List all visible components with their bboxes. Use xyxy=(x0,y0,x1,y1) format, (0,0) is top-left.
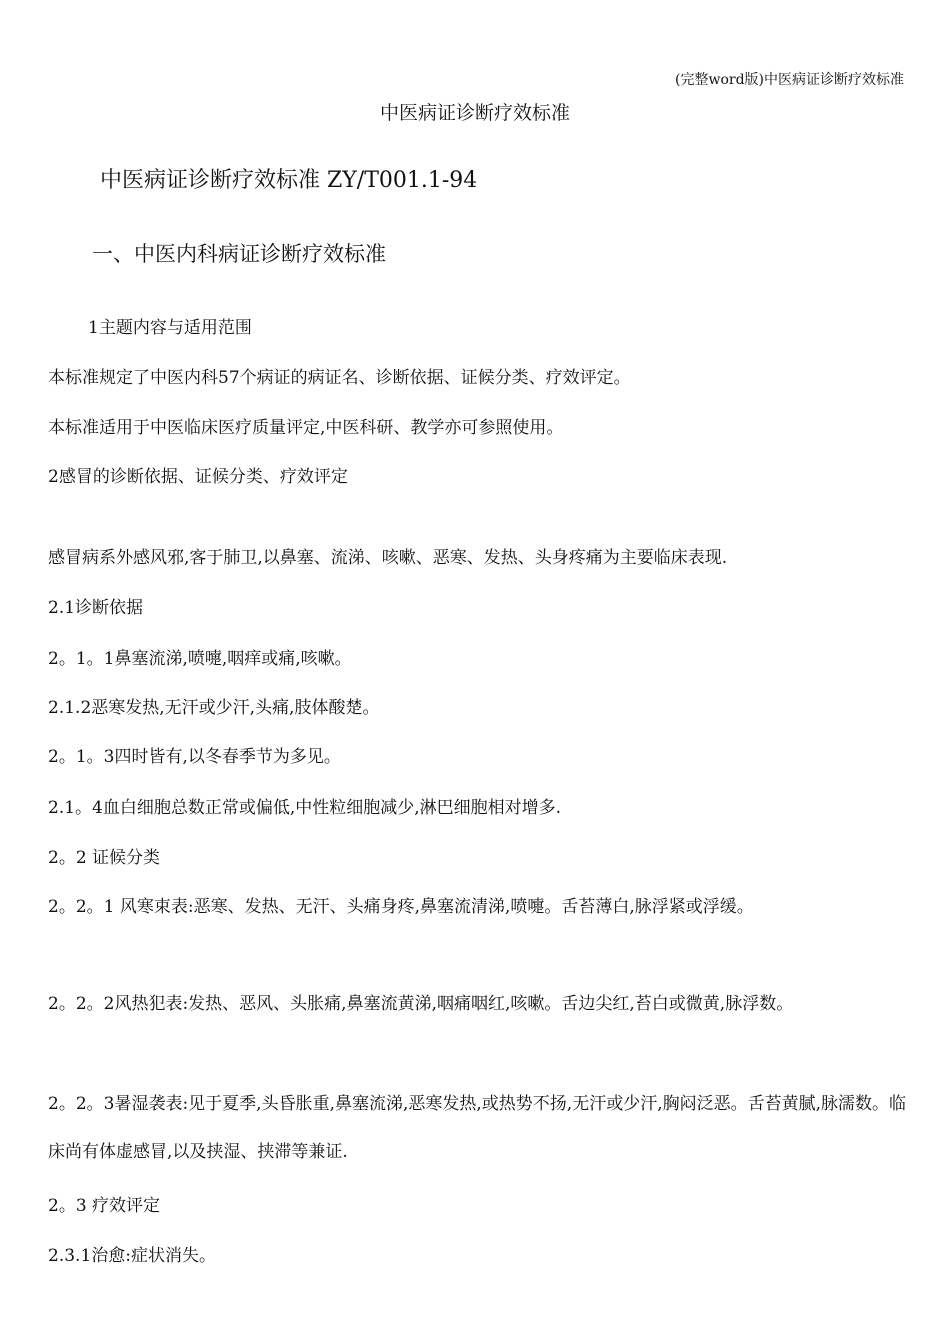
list-item: 2.1.2恶寒发热,无汗或少汗,头痛,肢体酸楚。 xyxy=(48,698,380,718)
document-title: 中医病证诊断疗效标准 xyxy=(379,102,570,124)
list-item: 2.3.1治愈:症状消失。 xyxy=(48,1246,216,1266)
running-header: (完整word版)中医病证诊断疗效标准 xyxy=(675,72,904,88)
standard-title: 中医病证诊断疗效标准 ZY/T001.1-94 xyxy=(100,168,478,193)
section-heading: 一、中医内科病证诊断疗效标准 xyxy=(92,242,386,266)
subsection-heading: 2。3 疗效评定 xyxy=(48,1196,161,1216)
list-item: 2。1。1鼻塞流涕,喷嚏,咽痒或痛,咳嗽。 xyxy=(48,649,352,669)
list-item: 2。2。1 风寒束表:恶寒、发热、无汗、头痛身疼,鼻塞流清涕,喷嚏。舌苔薄白,脉浮紧或浮缓。 xyxy=(48,897,754,917)
subsection-heading: 2感冒的诊断依据、证候分类、疗效评定 xyxy=(48,467,348,487)
list-item: 2。1。3四时皆有,以冬春季节为多见。 xyxy=(48,747,341,767)
list-item: 2。2。2风热犯表:发热、恶风、头胀痛,鼻塞流黄涕,咽痛咽红,咳嗽。舌边尖红,苔白或微黄,脉浮数。 xyxy=(48,994,794,1014)
list-item: 2.1。4血白细胞总数正常或偏低,中性粒细胞减少,淋巴细胞相对增多. xyxy=(48,798,562,818)
subsection-heading: 2。2 证候分类 xyxy=(48,848,161,868)
paragraph: 本标准规定了中医内科57个病证的病证名、诊断依据、证候分类、疗效评定。 xyxy=(48,368,631,388)
list-item: 2。2。3暑湿袭表:见于夏季,头昏胀重,鼻塞流涕,恶寒发热,或热势不扬,无汗或少汗,胸闷泛恶。舌苔黄腻,脉濡数。临床尚有体虚感冒,以及挟湿、挟滞等兼证. xyxy=(48,1094,906,1162)
subsection-heading: 1主题内容与适用范围 xyxy=(88,318,252,338)
paragraph: 本标准适用于中医临床医疗质量评定,中医科研、教学亦可参照使用。 xyxy=(48,418,564,438)
paragraph: 感冒病系外感风邪,客于肺卫,以鼻塞、流涕、咳嗽、恶寒、发热、头身疼痛为主要临床表现. xyxy=(48,548,728,568)
subsection-heading: 2.1诊断依据 xyxy=(48,598,144,618)
